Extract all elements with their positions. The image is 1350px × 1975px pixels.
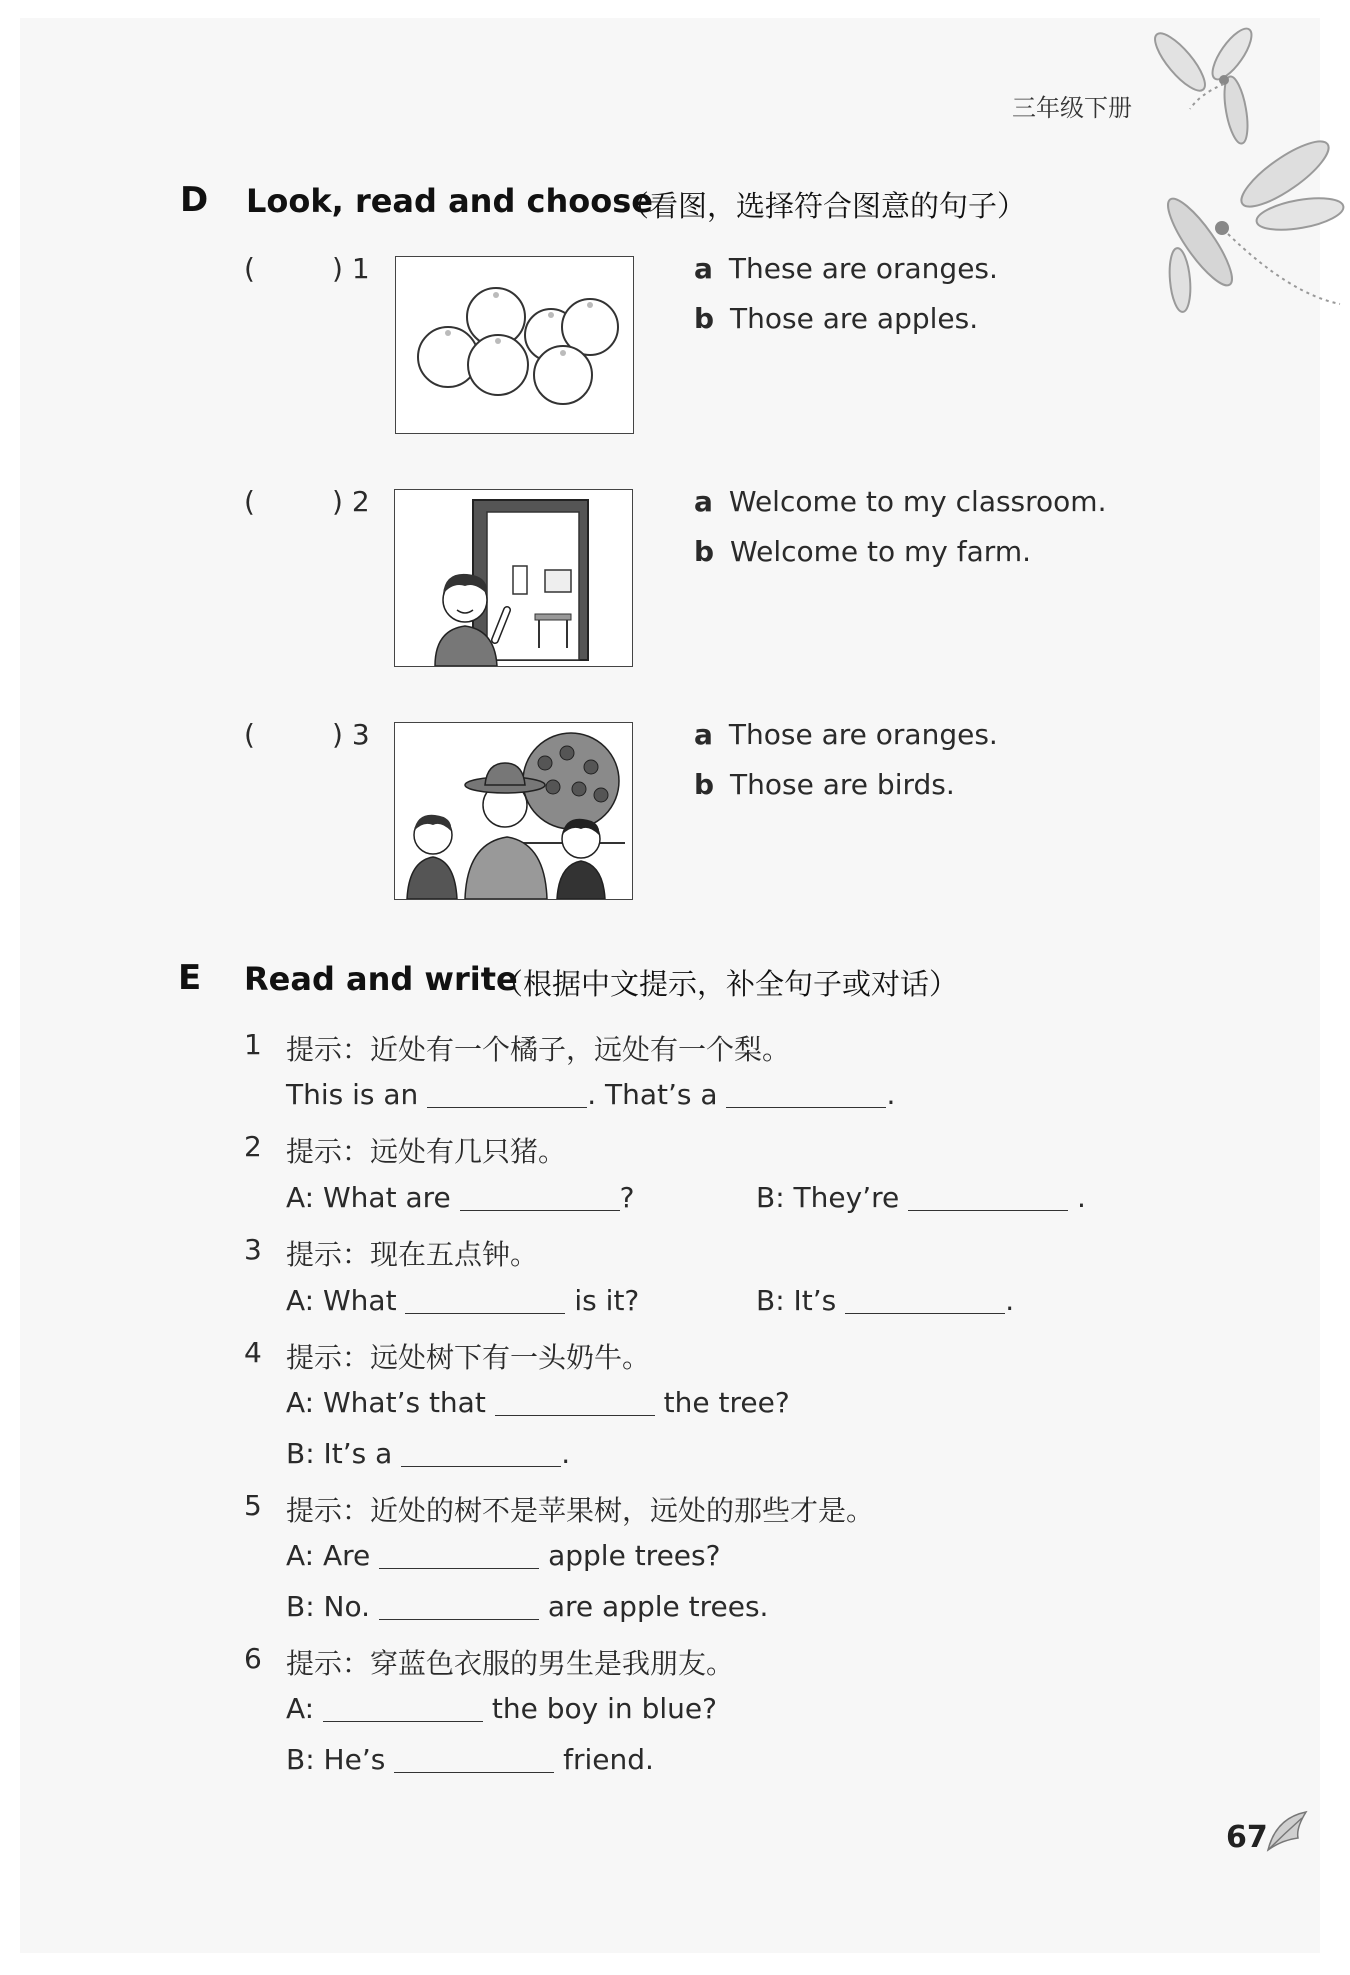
option-b[interactable] bbox=[694, 302, 978, 335]
answer-blank[interactable] bbox=[401, 1440, 561, 1467]
option-text: Those are birds. bbox=[730, 768, 955, 801]
page-number: 67 bbox=[1226, 1820, 1268, 1855]
sentence-text: ? bbox=[619, 1181, 635, 1214]
option-letter: b bbox=[694, 768, 715, 801]
answer-blank[interactable] bbox=[379, 1542, 539, 1569]
sentence-text: apple trees? bbox=[548, 1539, 721, 1572]
sentence-text: the boy in blue? bbox=[491, 1692, 717, 1725]
item-number: 3 bbox=[244, 1233, 262, 1266]
sentence-text: B: No. bbox=[286, 1590, 371, 1623]
question-line bbox=[286, 1284, 639, 1317]
grade-label: 三年级下册 bbox=[1012, 94, 1132, 122]
answer-bracket-open: ( bbox=[244, 252, 255, 285]
answer-line bbox=[286, 1590, 768, 1623]
sentence-text: are apple trees. bbox=[547, 1590, 769, 1623]
option-letter: b bbox=[694, 535, 715, 568]
sentence-text: the tree? bbox=[663, 1386, 790, 1419]
oranges-illustration bbox=[396, 257, 633, 433]
leaf-icon bbox=[1262, 1808, 1312, 1854]
sentence-text: A: What bbox=[286, 1284, 397, 1317]
chinese-hint: 提示：远处树下有一头奶牛。 bbox=[286, 1341, 651, 1374]
question-number: ) 3 bbox=[332, 718, 370, 751]
sentence-text: . bbox=[1005, 1284, 1015, 1317]
option-letter: b bbox=[694, 302, 715, 335]
answer-line bbox=[286, 1743, 654, 1776]
section-e-subtitle: （根据中文提示，补全句子或对话） bbox=[494, 967, 959, 1001]
section-e-title: Read and write bbox=[244, 960, 518, 998]
sentence-text: B: It’s a bbox=[286, 1437, 393, 1470]
sentence-text: . bbox=[886, 1078, 896, 1111]
answer-blank[interactable] bbox=[460, 1184, 620, 1211]
sentence-text: B: It’s bbox=[756, 1284, 837, 1317]
option-b[interactable] bbox=[694, 535, 1031, 568]
chinese-hint: 提示：远处有几只猪。 bbox=[286, 1135, 567, 1168]
sentence-text: B: They’re bbox=[756, 1181, 900, 1214]
sentence-text: B: He’s bbox=[286, 1743, 386, 1776]
option-text: Welcome to my farm. bbox=[730, 535, 1031, 568]
sentence-text: This is an bbox=[286, 1078, 419, 1111]
question-line bbox=[286, 1386, 790, 1419]
question-line bbox=[286, 1539, 720, 1572]
section-d-letter: D bbox=[180, 180, 209, 220]
answer-blank[interactable] bbox=[405, 1287, 565, 1314]
dragonfly-decoration bbox=[1140, 14, 1345, 354]
chinese-hint: 提示：现在五点钟。 bbox=[286, 1238, 539, 1271]
option-a[interactable] bbox=[694, 485, 1106, 518]
orchard-illustration bbox=[395, 723, 632, 899]
sentence-text: A: What are bbox=[286, 1181, 451, 1214]
item-number: 2 bbox=[244, 1130, 262, 1163]
question-line bbox=[286, 1181, 635, 1214]
answer-blank[interactable] bbox=[394, 1746, 554, 1773]
sentence-text: A: Are bbox=[286, 1539, 371, 1572]
answer-blank[interactable] bbox=[908, 1184, 1068, 1211]
option-letter: a bbox=[694, 485, 713, 518]
answer-line bbox=[756, 1284, 1014, 1317]
question-line bbox=[286, 1692, 717, 1725]
item-number: 5 bbox=[244, 1489, 262, 1522]
item-number: 4 bbox=[244, 1336, 262, 1369]
answer-line bbox=[286, 1437, 570, 1470]
answer-bracket-open: ( bbox=[244, 485, 255, 518]
option-text: Welcome to my classroom. bbox=[728, 485, 1107, 518]
answer-line bbox=[756, 1181, 1086, 1214]
item-number: 1 bbox=[244, 1028, 262, 1061]
section-e-letter: E bbox=[178, 958, 202, 998]
fill-line bbox=[286, 1078, 895, 1111]
sentence-text: A: bbox=[286, 1692, 315, 1725]
chinese-hint: 提示：穿蓝色衣服的男生是我朋友。 bbox=[286, 1647, 735, 1680]
item-number: 6 bbox=[244, 1642, 262, 1675]
answer-blank[interactable] bbox=[845, 1287, 1005, 1314]
option-a[interactable] bbox=[694, 718, 998, 751]
sentence-text: A: What’s that bbox=[286, 1386, 486, 1419]
answer-blank[interactable] bbox=[726, 1081, 886, 1108]
answer-blank[interactable] bbox=[323, 1695, 483, 1722]
section-d-subtitle: （看图，选择符合图意的句子） bbox=[620, 189, 1027, 223]
option-a[interactable] bbox=[694, 252, 998, 285]
option-b[interactable] bbox=[694, 768, 955, 801]
answer-blank[interactable] bbox=[427, 1081, 587, 1108]
section-d-title: Look, read and choose bbox=[246, 182, 653, 220]
sentence-text: . bbox=[561, 1437, 571, 1470]
sentence-text: friend. bbox=[563, 1743, 654, 1776]
answer-blank[interactable] bbox=[379, 1593, 539, 1620]
picture-orchard bbox=[394, 722, 633, 900]
option-text: These are oranges. bbox=[728, 252, 998, 285]
option-letter: a bbox=[694, 252, 713, 285]
sentence-text: . That’s a bbox=[587, 1078, 718, 1111]
question-number: ) 1 bbox=[332, 252, 370, 285]
answer-bracket-open: ( bbox=[244, 718, 255, 751]
sentence-text: is it? bbox=[574, 1284, 640, 1317]
classroom-illustration bbox=[395, 490, 632, 666]
picture-classroom bbox=[394, 489, 633, 667]
sentence-text: . bbox=[1077, 1181, 1086, 1214]
option-text: Those are oranges. bbox=[728, 718, 998, 751]
chinese-hint: 提示：近处有一个橘子，远处有一个梨。 bbox=[286, 1033, 791, 1066]
chinese-hint: 提示：近处的树不是苹果树，远处的那些才是。 bbox=[286, 1494, 875, 1527]
option-letter: a bbox=[694, 718, 713, 751]
picture-oranges bbox=[395, 256, 634, 434]
question-number: ) 2 bbox=[332, 485, 370, 518]
option-text: Those are apples. bbox=[730, 302, 979, 335]
answer-blank[interactable] bbox=[495, 1389, 655, 1416]
